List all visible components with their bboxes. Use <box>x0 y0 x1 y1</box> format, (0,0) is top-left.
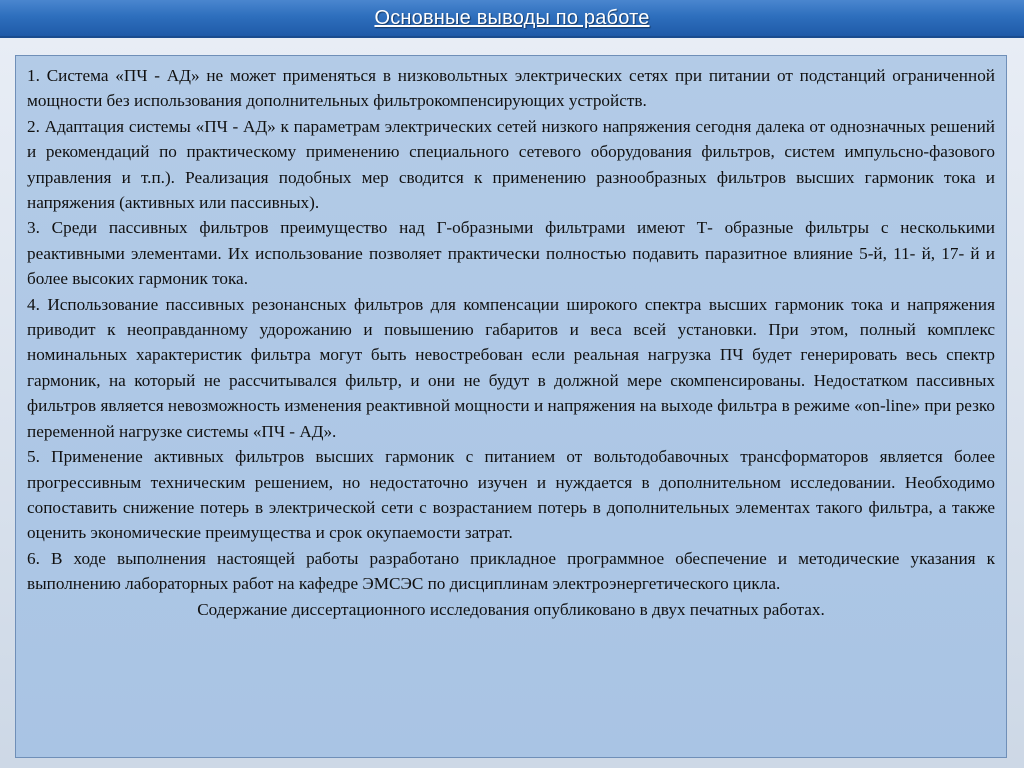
content-box <box>15 55 1007 758</box>
conclusion-paragraph-5: 5. Применение активных фильтров высших гармоник с питанием от вольтодобавочных трансформаторов является более прогрессивным техническим решением, но недостаточно изучен и нуждается в дополнительном исследовании. Необходимо сопоставить снижение потерь в электрической сети с возрастанием потерь в дополнительных элементах такого фильтра, а также оценить экономические преимущества и срок окупаемости затрат. <box>27 447 995 543</box>
closing-statement: Содержание диссертационного исследования опубликовано в двух печатных работах. <box>197 599 825 619</box>
conclusion-paragraph-2: 2. Адаптация системы «ПЧ - АД» к параметрам электрических сетей низкого напряжения сегодня далека от однозначных решений и рекомендаций по практическому применению специального сетевого оборудования фильтров, систем импульсно-фазового управления и т.п.). Реализация подобных мер сводится к применению разнообразных фильтров высших гармоник тока и напряжения (активных или пассивных). <box>27 116 995 213</box>
conclusion-paragraph-1: 1. Система «ПЧ - АД» не может применяться в низковольтных электрических сетях при питании от подстанций ограниченной мощности без использования дополнительных фильтрокомпенсирующих устройств. <box>27 66 995 111</box>
slide-title: Основные выводы по работе <box>374 6 650 29</box>
conclusion-paragraph-6: 6. В ходе выполнения настоящей работы разработано прикладное программное обеспечение и методические указания к выполнению лабораторных работ на кафедре ЭМСЭС по дисциплинам электроэнергетического цикла. <box>27 548 995 594</box>
title-bar <box>0 0 1024 38</box>
conclusion-paragraph-4: 4. Использование пассивных резонансных фильтров для компенсации широкого спектра высших гармоник тока и напряжения приводит к неоправданному удорожанию и повышению габаритов и веса всей установки. При этом, полный комплекс номинальных характеристик фильтра могут быть невостребован если реальная нагрузка ПЧ будет генерировать весь спектр гармоник, на который не рассчитывался фильтр, и они не будут в должной мере скомпенсированы. Недостатком пассивных фильтров является невозможность изменения реактивной мощности и напряжения на выходе фильтра в режиме «on-line» при резко переменной нагрузке системы «ПЧ - АД». <box>27 294 995 441</box>
conclusion-paragraph-3: 3. Среди пассивных фильтров преимущество над Г-образными фильтрами имеют Т- образные фильтры с несколькими реактивными элементами. Их использование позволяет практически полностью подавить паразитное влияние 5-й, 11- й, 17- й и более высоких гармоник тока. <box>27 218 995 289</box>
